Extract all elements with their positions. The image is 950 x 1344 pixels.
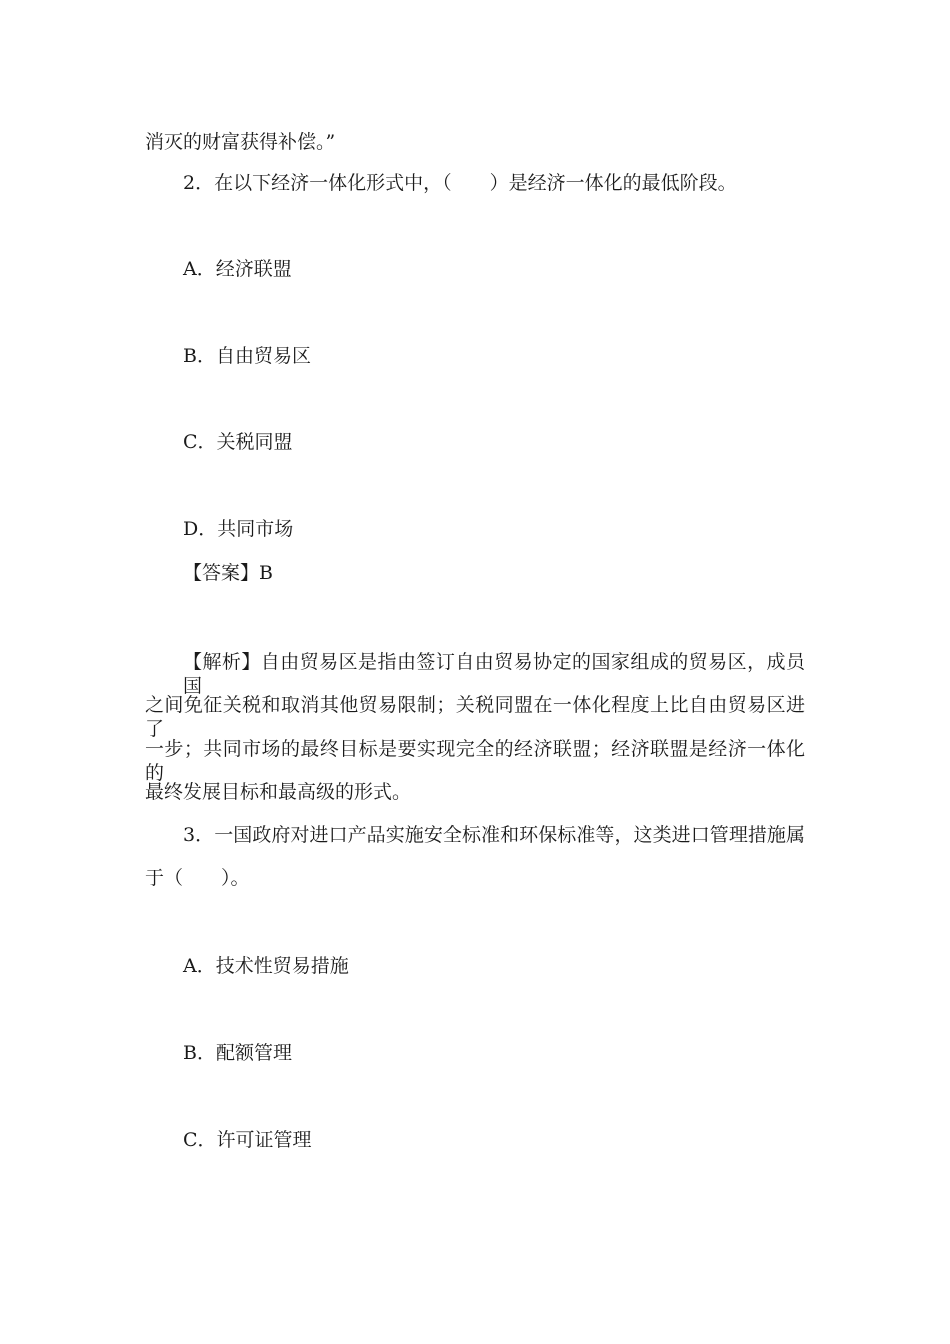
question-2-answer: 【答案】B xyxy=(183,562,273,584)
continuation-text: 消灭的财富获得补偿。” xyxy=(145,131,336,153)
question-3-stem-line-1: 3．一国政府对进口产品实施安全标准和环保标准等，这类进口管理措施属 xyxy=(183,824,805,846)
question-3-option-c: C．许可证管理 xyxy=(183,1129,312,1151)
question-2-option-d: D．共同市场 xyxy=(183,518,294,540)
question-3-option-b: B．配额管理 xyxy=(183,1042,292,1064)
question-2-stem: 2．在以下经济一体化形式中，（ ）是经济一体化的最低阶段。 xyxy=(183,172,737,194)
question-2-analysis-line-2: 之间免征关税和取消其他贸易限制；关税同盟在一体化程度上比自由贸易区进了 xyxy=(145,694,805,740)
question-2-analysis-line-4: 最终发展目标和最高级的形式。 xyxy=(145,781,412,803)
question-2-analysis-line-3: 一步；共同市场的最终目标是要实现完全的经济联盟；经济联盟是经济一体化的 xyxy=(145,738,805,784)
question-3-option-a: A．技术性贸易措施 xyxy=(183,955,349,977)
question-2-option-c: C．关税同盟 xyxy=(183,431,293,453)
question-3-stem-line-2: 于（ ）。 xyxy=(145,867,250,889)
question-2-option-b: B．自由贸易区 xyxy=(183,345,311,367)
question-2-option-a: A．经济联盟 xyxy=(183,258,292,280)
question-2-analysis-line-1: 【解析】自由贸易区是指由签订自由贸易协定的国家组成的贸易区，成员国 xyxy=(183,651,805,697)
